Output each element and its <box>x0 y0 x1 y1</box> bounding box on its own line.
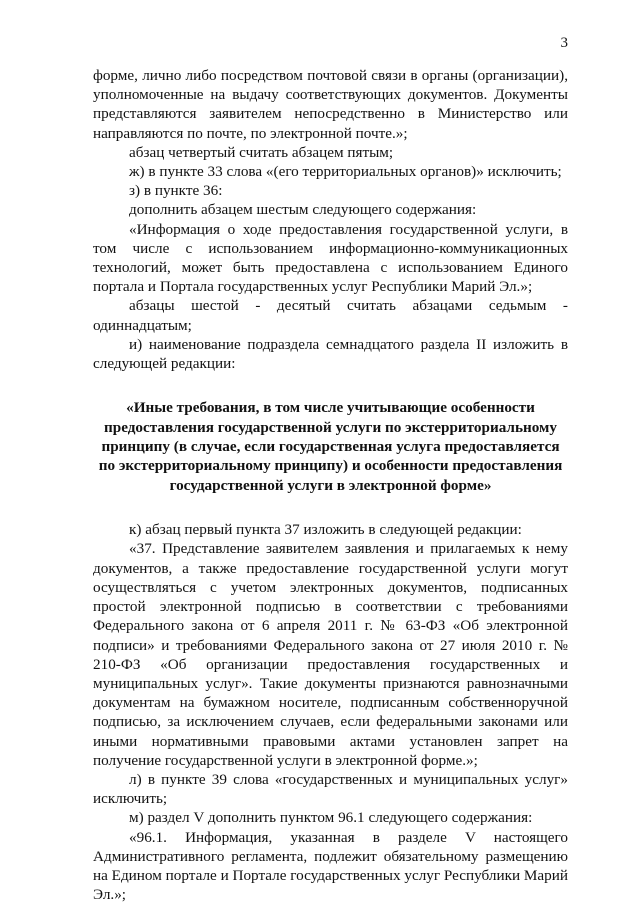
paragraph: з) в пункте 36: <box>129 182 223 200</box>
paragraph: «Информация о ходе предоставления государственной услуги, в том числе с использованием информационно-коммуникационных технологий, может быть предоставлена с использованием Единого портала и Портала государственных услуг Республики Марий Эл.»; <box>93 220 568 296</box>
paragraph: дополнить абзацем шестым следующего содержания: <box>129 201 477 219</box>
paragraph: и) наименование подраздела семнадцатого раздела II изложить в следующей редакции: <box>93 335 568 373</box>
page-number: 3 <box>560 35 568 51</box>
top-section <box>93 66 568 373</box>
paragraph-continuation: форме, лично либо посредством почтовой связи в органы (организации), уполномоченные на выдачу соответствующих документов. Документы представляются заявителем непосредственно в Министерство или направляются по почте, по электронной почте.»; <box>93 67 568 142</box>
paragraph: к) абзац первый пункта 37 изложить в следующей редакции: <box>129 521 522 539</box>
bottom-section <box>93 520 568 904</box>
paragraph: ж) в пункте 33 слова «(его территориальных органов)» исключить; <box>129 163 562 181</box>
section-heading: «Иные требования, в том числе учитывающие особенности предоставления государственной услуги по экстерриториальному принципу (в случае, если государственная услуга предоставляется по экстерриториальному принципу) и особенности предоставления государственной услуги в электронной форме» <box>98 399 563 494</box>
paragraph: «37. Представление заявителем заявления и прилагаемых к нему документов, а также предоставление государственной услуги могут осуществляться с учетом электронных документов, подписанных простой электронной подписью в соответствии с требованиями Федерального закона от 6 апреля 2011 г. № 63-ФЗ «Об электронной подписи» и требованиями Федерального закона от 27 июля 2010 г. № 210-ФЗ «Об организации предоставления государственных и муниципальных услуг». Такие документы признаются равнозначными документам на бумажном носителе, подписанным собственноручной подписью, за исключением случаев, если федеральными законами или иными нормативными правовыми актами установлен запрет на получение государственной услуги в электронной форме.»; <box>93 540 568 769</box>
paragraph: абзацы шестой - десятый считать абзацами седьмым - одиннадцатым; <box>93 297 568 334</box>
paragraph: «96.1. Информация, указанная в разделе V настоящего Административного регламента, подлежит обязательному размещению на Едином портале и Портале государственных услуг Республики Марий Эл.»; <box>93 828 568 904</box>
paragraph: л) в пункте 39 слова «государственных и муниципальных услуг» исключить; <box>93 770 568 808</box>
paragraph: абзац четвертый считать абзацем пятым; <box>129 143 394 161</box>
paragraph: м) раздел V дополнить пунктом 96.1 следующего содержания: <box>129 809 533 827</box>
